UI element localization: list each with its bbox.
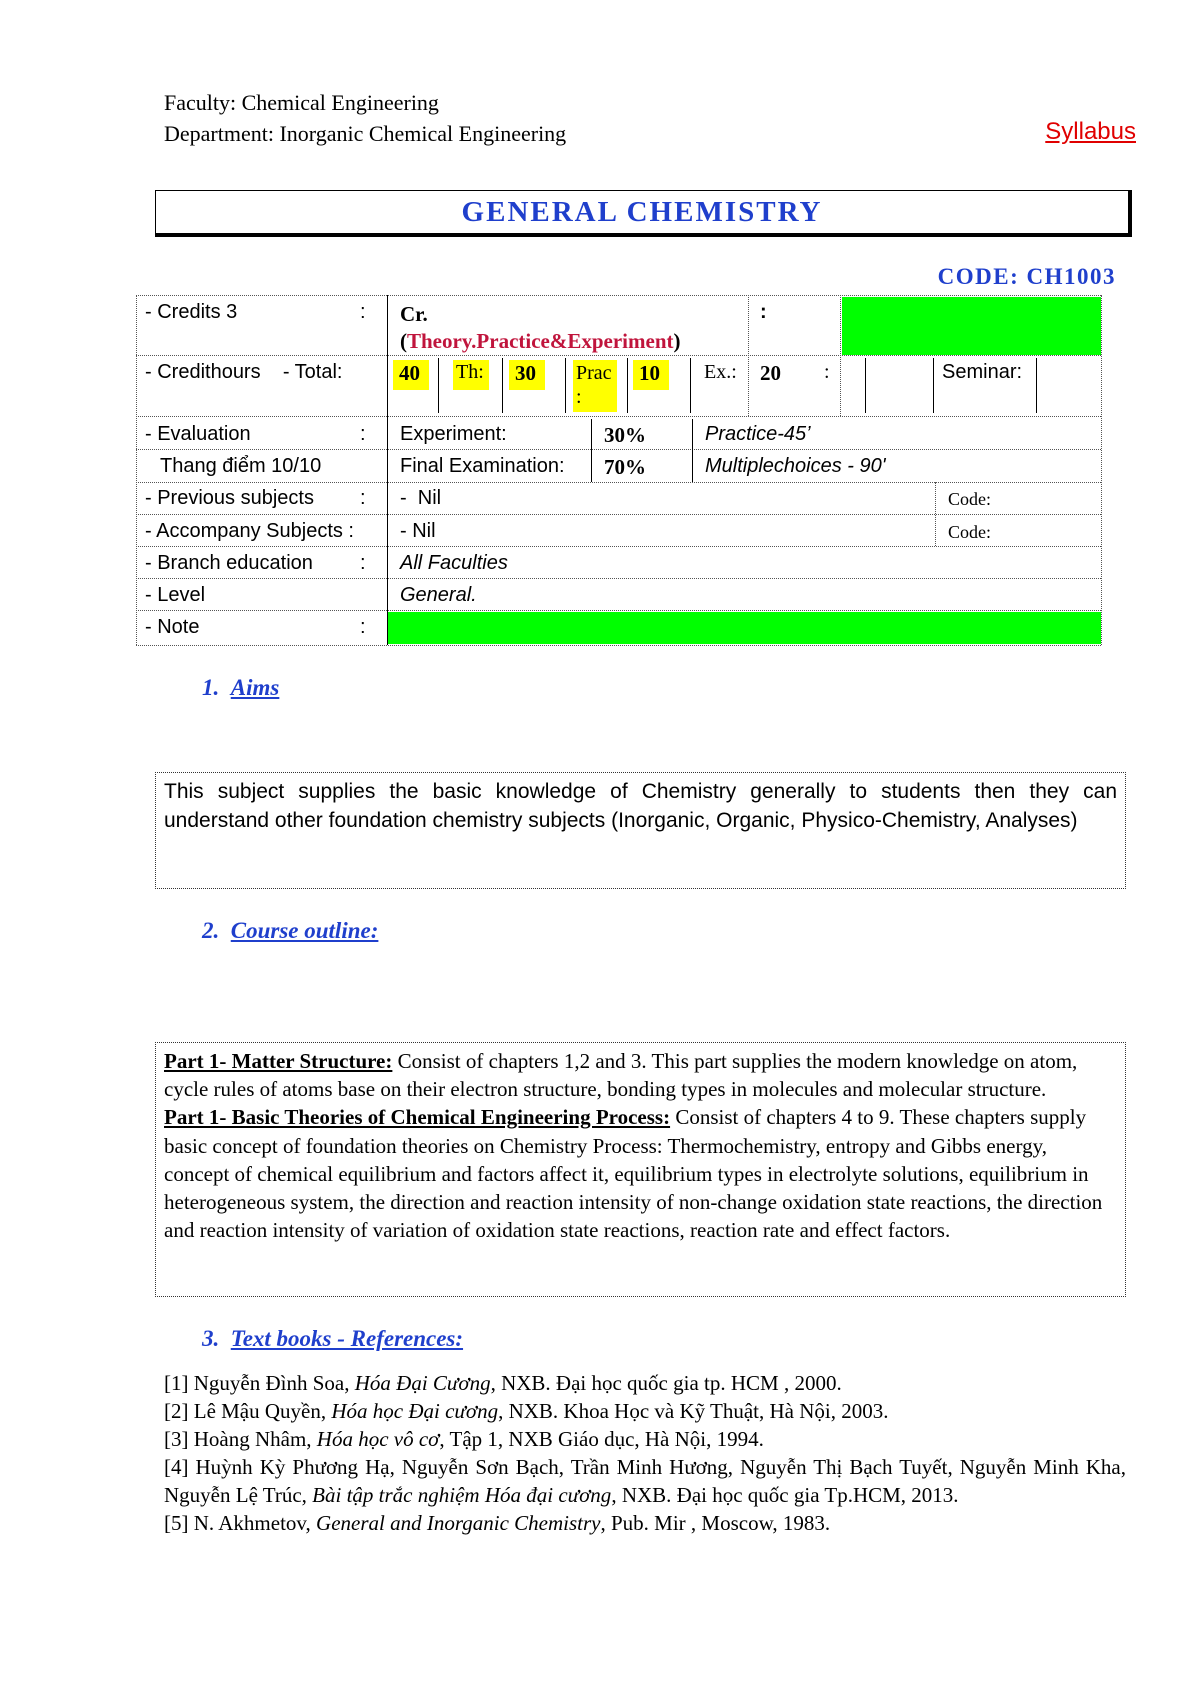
rule [935,482,936,546]
rule [748,295,749,416]
rule [136,355,1101,356]
syllabus-label: Syllabus [1045,118,1136,145]
rule [136,578,1101,579]
outline-box [155,1042,1126,1297]
reference-item: [3] Hoàng Nhâm, Hóa học vô cơ, Tập 1, NXB Giáo dục, Hà Nội, 1994. [164,1427,764,1451]
level-value: General. [400,584,477,606]
rule [136,416,1101,417]
previous-code-label: Code: [948,489,991,509]
final-pct: 70% [604,455,646,479]
rule [933,358,934,413]
grading-label: Thang điểm 10/10 [160,455,322,477]
rule [1101,295,1102,645]
part2-text: Part 1- Basic Theories of Chemical Engineering Process: Consist of chapters 4 to 9. These chapters supply basic concept of foundation theories on Chemistry Process: Thermochemistry, entropy and Gibbs energy, concept of chemical equilibrium and factors affect it, equilibrium types in electrolyte solutions, equilibrium in heterogeneous system, the direction and reaction intensity of non-change oxidation state reactions, the direction and reaction intensity of variation of oxidation state reactions, reaction rate and effect factors. [164,1105,1103,1243]
previous-colon: : [360,487,366,509]
rule [591,419,592,482]
outline-heading: 2. Course outline: [202,918,379,943]
note-value-fill [387,612,1101,644]
ex-label: Ex.: [704,361,737,383]
reference-item: [5] N. Akhmetov, General and Inorganic Chemistry, Pub. Mir , Moscow, 1983. [164,1511,831,1535]
previous-value: - Nil [400,487,442,509]
cr-rest: .Practice&Experiment [471,329,674,353]
rule [690,358,691,413]
course-info-table [0,0,1200,660]
note-colon: : [360,616,366,638]
references-heading: 3. Text books - References: [202,1326,464,1351]
note-label: - Note [145,616,200,638]
credits-label: - Credits 3 [145,301,238,323]
level-label: - Level [145,584,206,606]
rule [136,295,137,645]
accompany-code-label: Code: [948,522,991,542]
prac-label: Prac : [573,360,617,412]
credithours-label: - Credithours - Total: [145,361,343,383]
part2-title: Part 1- Basic Theories of Chemical Engineering Process: [164,1105,671,1130]
rule [1036,358,1037,413]
branch-value: All Faculties [400,552,508,574]
th-label: Th: [453,360,489,390]
rule [136,449,1101,450]
department-line: Department: Inorganic Chemical Engineering [164,121,567,146]
rule [502,358,503,413]
evaluation-colon: : [360,423,366,445]
final-label: Final Examination: [400,455,565,477]
experiment-label: Experiment: [400,423,507,445]
total-value: 40 [393,360,429,390]
rule [136,482,1101,483]
aims-box [155,772,1126,889]
rule [136,295,1101,296]
rule [865,358,866,413]
aims-text: This subject supplies the basic knowledge of Chemistry generally to students then they can understand other foundation chemistry subjects (Inorganic, Organic, Physico-Chemistry, Analyses) [164,780,1117,832]
ex-colon: : [824,361,830,383]
course-code: CODE: CH1003 [937,264,1116,289]
reference-item: [2] Lê Mậu Quyền, Hóa học Đại cương, NXB. Khoa Học và Kỹ Thuật, Hà Nội, 2003. [164,1399,889,1423]
rule [387,295,388,645]
part1-title: Part 1- Matter Structure: [164,1049,393,1073]
aims-heading: 1. Aims [202,675,280,700]
rule [136,645,1101,646]
branch-colon: : [360,552,366,574]
experiment-pct: 30% [604,423,646,447]
references-list [164,1369,1126,1537]
credit-colon-right: : [760,301,767,323]
prac-value: 10 [633,360,669,390]
rule [692,419,693,482]
final-note: Multiplechoices - 90' [705,455,886,477]
experiment-note: Practice-45’ [705,423,811,445]
rule [136,610,1101,611]
credits-colon: : [360,301,366,323]
rule [840,295,841,416]
reference-item: [1] Nguyễn Đình Soa, Hóa Đại Cương, NXB. Đại học quốc gia tp. HCM , 2000. [164,1371,842,1395]
evaluation-label: - Evaluation [145,423,251,445]
rule [565,358,566,413]
course-title: GENERAL CHEMISTRY [461,195,823,228]
cr-label: Cr. [400,302,428,326]
branch-label: - Branch education [145,552,313,574]
reference-item: [4] Huỳnh Kỳ Phương Hạ, Nguyễn Sơn Bạch, Trần Minh Hương, Nguyễn Thị Bạch Tuyết, Nguyễn Minh Kha, Nguyễn Lệ Trúc, Bài tập trắc nghiệm Hóa đại cương, NXB. Đại học quốc gia Tp.HCM, 2013. [164,1455,1126,1507]
rule [136,546,1101,547]
rule [627,358,628,413]
previous-label: - Previous subjects [145,487,314,509]
th-value: 30 [509,360,545,390]
accompany-label: - Accompany Subjects : [145,520,354,542]
cr-breakdown: (Theory.Practice&Experiment) [400,329,681,353]
rule [438,358,439,413]
top-right-fill [842,297,1101,355]
faculty-line: Faculty: Chemical Engineering [164,90,439,115]
rule [136,514,1101,515]
ex-value: 20 [760,361,781,385]
credit-type [392,298,752,358]
cr-theory: Theory [407,329,472,353]
seminar-label: Seminar: [942,361,1023,383]
accompany-value: - Nil [400,520,436,542]
part1-text: Part 1- Matter Structure: Consist of chapters 1,2 and 3. This part supplies the modern knowledge on atom, cycle rules of atoms base on their electron structure, bonding types in molecules and molecular structure. [164,1049,1078,1102]
